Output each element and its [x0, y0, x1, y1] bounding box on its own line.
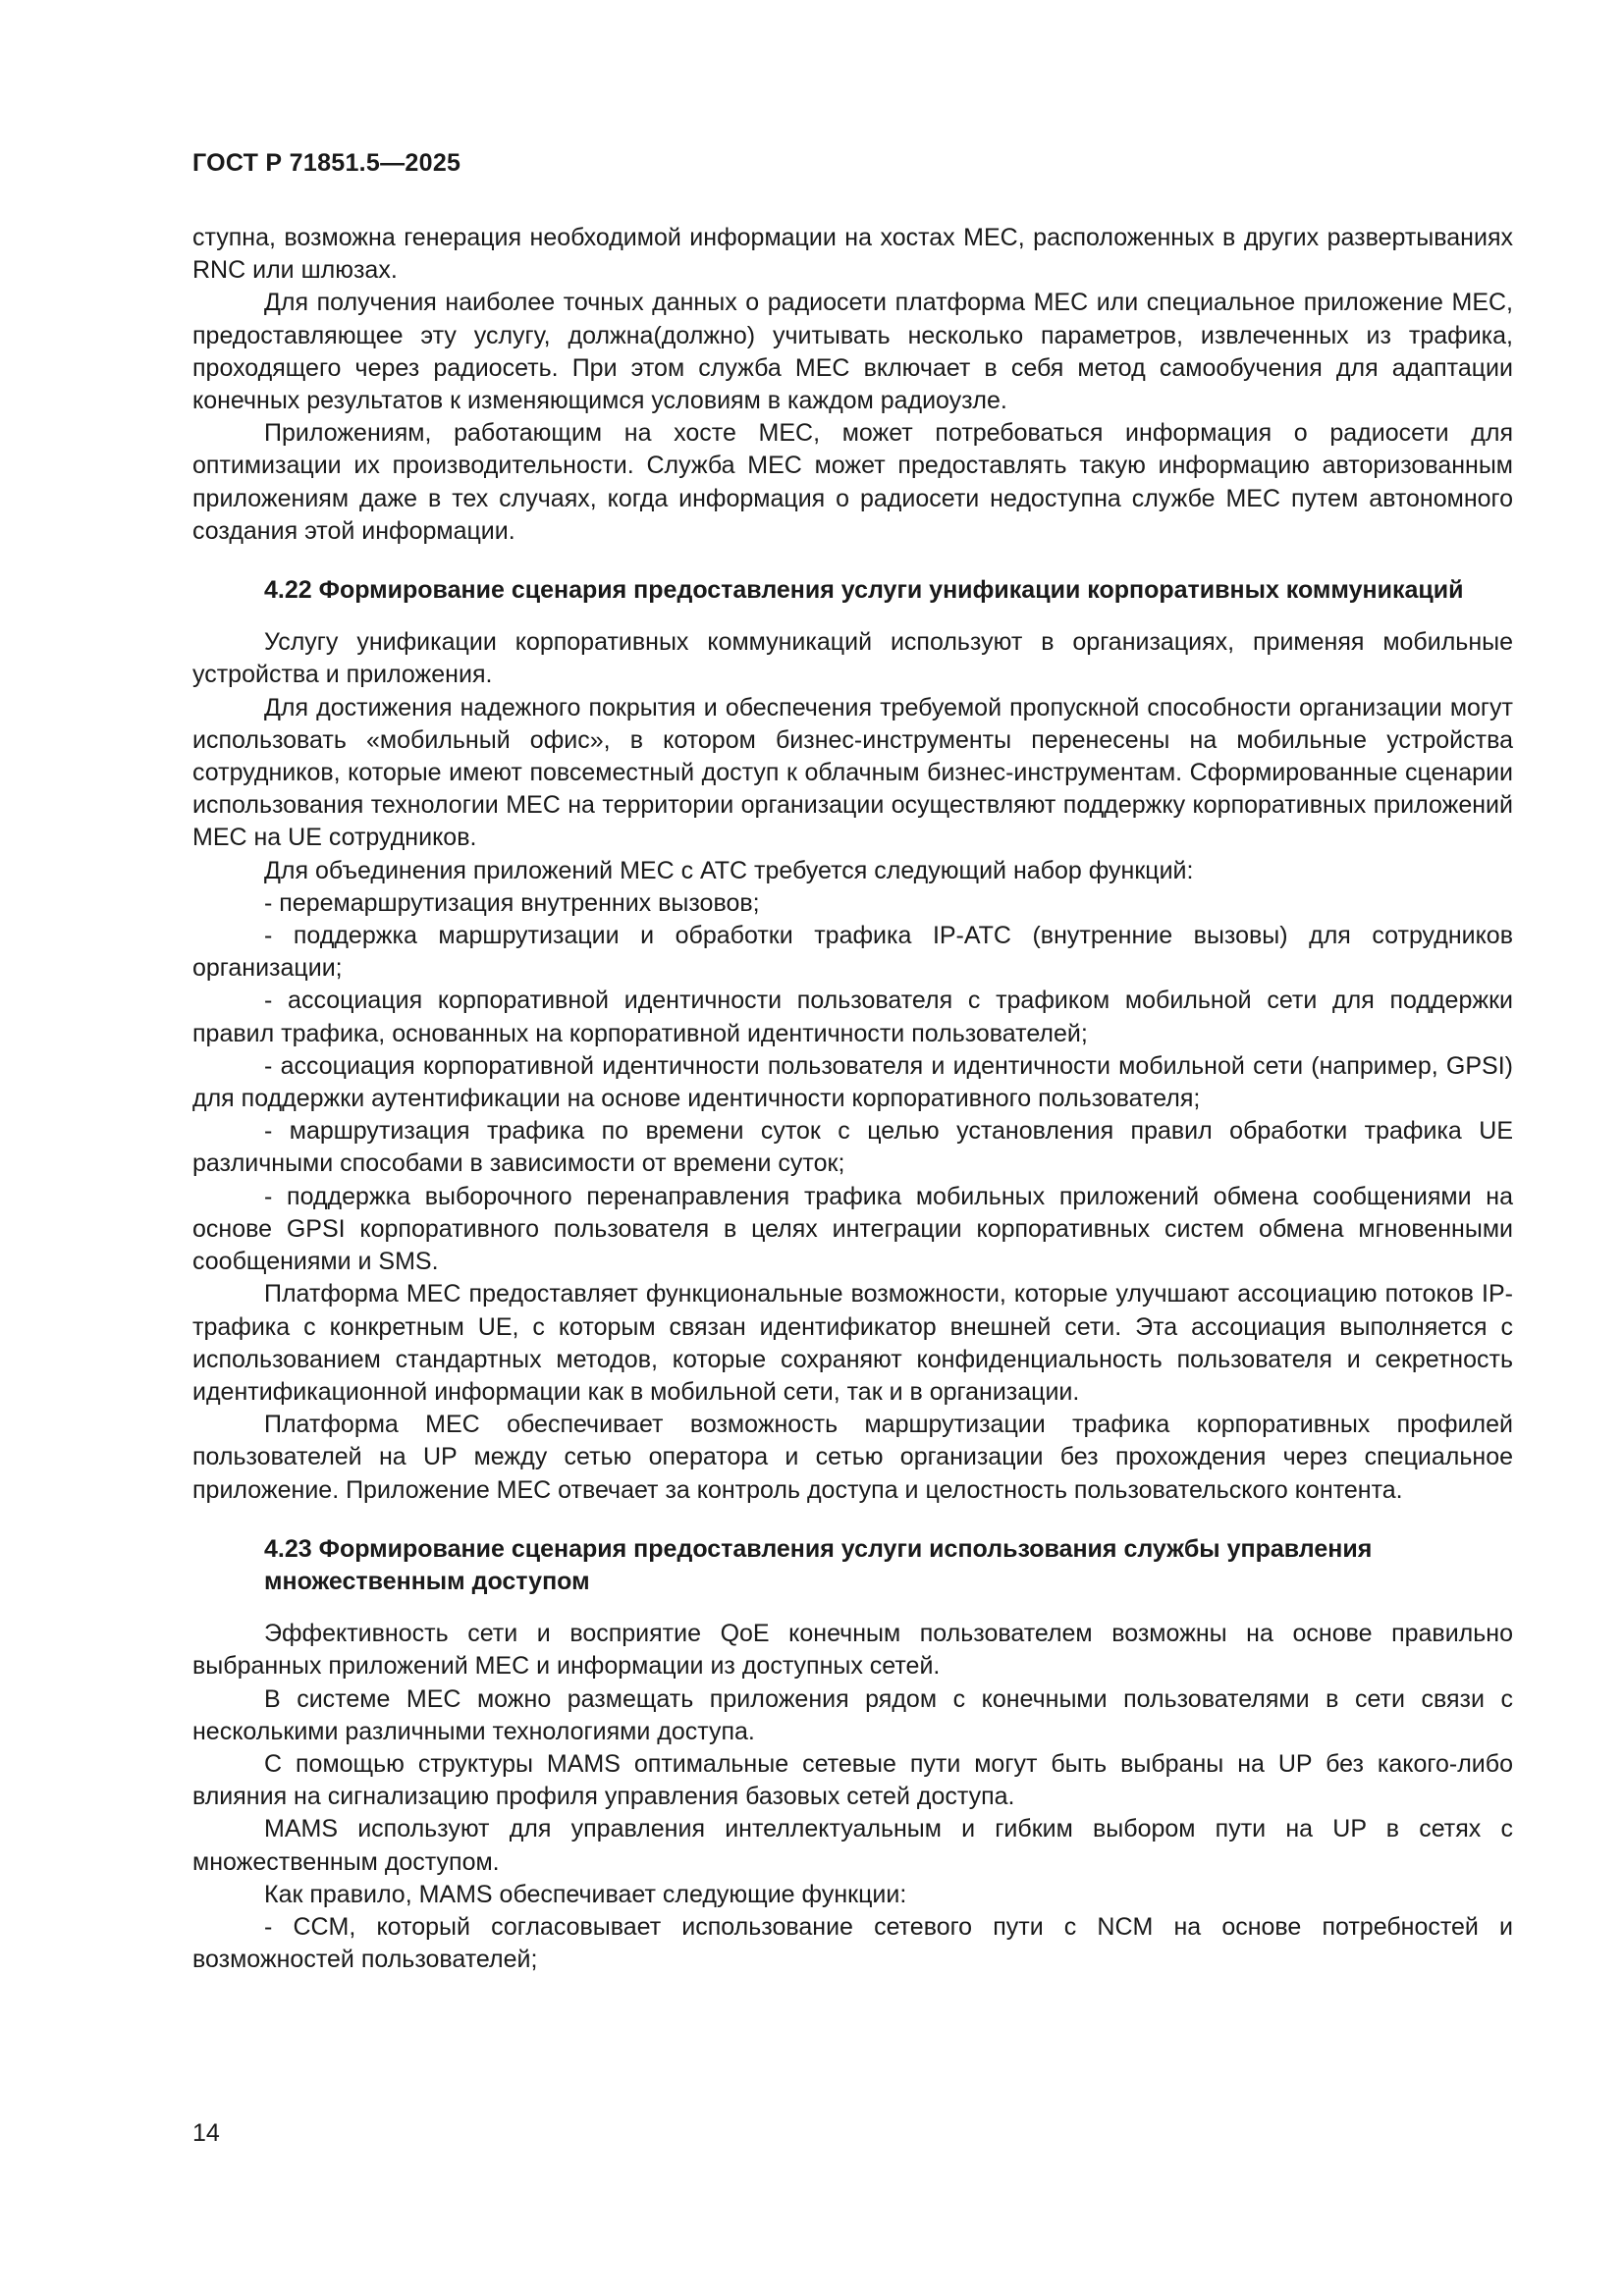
list-item: - CCM, который согласовывает использование сетевого пути с NCM на основе потребностей и возможностей пользователей;	[192, 1912, 1513, 1974]
paragraph: MAMS используют для управления интеллектуальным и гибким выбором пути на UP в сетях с множественным доступом.	[192, 1815, 1513, 1876]
paragraph: Приложениям, работающим на хосте МЕС, может потребоваться информация о радиосети для оптимизации их производительности. Служба МЕС может предоставлять такую информацию авторизованным приложениям даже в тех случаях, когда информация о радиосети недоступна службе МЕС путем автономного создания этой информации.	[192, 419, 1513, 545]
paragraph: С помощью структуры MAMS оптимальные сетевые пути могут быть выбраны на UP без какого-либо влияния на сигнализацию профиля управления базовых сетей доступа.	[192, 1749, 1513, 1811]
paragraph: Для получения наиболее точных данных о радиосети платформа МЕС или специальное приложение МЕС, предоставляющее эту услугу, должна(должно) учитывать несколько параметров, извлеченных из трафика, проходящего через радиосеть. При этом служба МЕС включает в себя метод самообучения для адаптации конечных результатов к изменяющимся условиям в каждом радиоузле.	[192, 289, 1513, 415]
list-item: - маршрутизация трафика по времени суток с целью установления правил обработки трафика UE различными способами в зависимости от времени суток;	[192, 1117, 1513, 1178]
document-body	[192, 222, 1513, 1976]
section-heading: 4.22 Формирование сценария предоставления услуги унификации корпоративных коммуникаций	[264, 576, 1464, 605]
paragraph: Платформа МЕС предоставляет функциональные возможности, которые улучшают ассоциацию потоков IP-трафика с конкретным UE, с которым связан идентификатор внешней сети. Эта ассоциация выполняется с использованием стандартных методов, которые сохраняют конфиденциальность пользователя и секретность идентификационной информации как в мобильной сети, так и в организации.	[192, 1280, 1513, 1406]
paragraph: Для достижения надежного покрытия и обеспечения требуемой пропускной способности организации могут использовать «мобильный офис», в котором бизнес-инструменты перенесены на мобильные устройства сотрудников, которые имеют повсеместный доступ к облачным бизнес-инструментам. Сформированные сценарии использования технологии МЕС на территории организации осуществляют поддержку корпоративных приложений МЕС на UE сотрудников.	[192, 693, 1513, 852]
page-number: 14	[192, 2119, 220, 2147]
paragraph: Для объединения приложений МЕС с АТС требуется следующий набор функций:	[264, 856, 1194, 884]
section-heading: 4.23 Формирование сценария предоставления услуги использования службы управления множественным доступом	[264, 1534, 1373, 1595]
paragraph: ступна, возможна генерация необходимой информации на хостах МЕС, расположенных в других развертываниях RNC или шлюзах.	[192, 224, 1513, 285]
paragraph: Платформа МЕС обеспечивает возможность маршрутизации трафика корпоративных профилей пользователей на UP между сетью оператора и сетью организации без прохождения через специальное приложение. Приложение МЕС отвечает за контроль доступа и целостность пользовательского контента.	[192, 1411, 1513, 1504]
paragraph: Эффективность сети и восприятие QoE конечным пользователем возможны на основе правильно выбранных приложений МЕС и информации из доступных сетей.	[192, 1620, 1513, 1681]
paragraph: Как правило, MAMS обеспечивает следующие функции:	[264, 1880, 907, 1908]
list-item: - перемаршрутизация внутренних вызовов;	[264, 888, 760, 917]
list-item: - ассоциация корпоративной идентичности пользователя и идентичности мобильной сети (например, GPSI) для поддержки аутентификации на основе идентичности корпоративного пользователя;	[192, 1051, 1513, 1113]
document-header: ГОСТ Р 71851.5—2025	[192, 149, 461, 177]
list-item: - поддержка выборочного перенаправления трафика мобильных приложений обмена сообщениями на основе GPSI корпоративного пользователя в целях интеграции корпоративных систем обмена мгновенными сообщениями и SMS.	[192, 1182, 1513, 1276]
paragraph: Услугу унификации корпоративных коммуникаций используют в организациях, применяя мобильные устройства и приложения.	[192, 628, 1513, 689]
list-item: - поддержка маршрутизации и обработки трафика IP-АТС (внутренние вызовы) для сотрудников организации;	[192, 922, 1513, 983]
paragraph: В системе МЕС можно размещать приложения рядом с конечными пользователями в сети связи с несколькими различными технологиями доступа.	[192, 1684, 1513, 1745]
list-item: - ассоциация корпоративной идентичности пользователя с трафиком мобильной сети для поддержки правил трафика, основанных на корпоративной идентичности пользователей;	[192, 987, 1513, 1047]
